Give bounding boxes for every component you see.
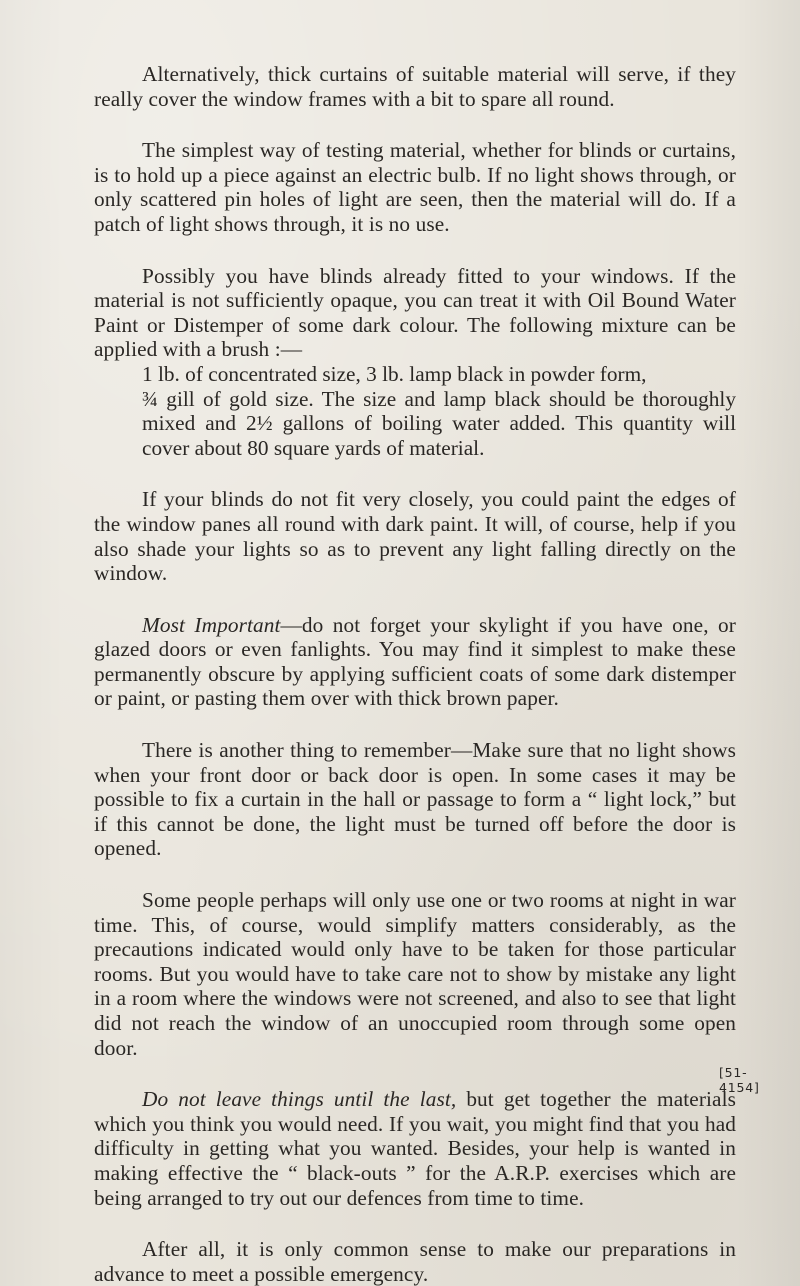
paragraph-curtains: Alternatively, thick curtains of suitable material will serve, if they really cover the window frames with a bit to spare all round. bbox=[94, 62, 736, 111]
document-page bbox=[94, 62, 760, 1286]
paragraph-do-not-leave bbox=[94, 1087, 736, 1210]
paragraph-skylight bbox=[94, 613, 736, 711]
printer-reference: [51-4154] bbox=[719, 1065, 760, 1095]
recipe-mixture bbox=[94, 362, 736, 460]
paragraph-paint-edges: If your blinds do not fit very closely, you could paint the edges of the window panes all round with dark paint. It will, of course, help if you also shade your lights so as to prevent any light falling directly on the window. bbox=[94, 487, 736, 586]
recipe-instructions: ¾ gill of gold size. The size and lamp black should be thoroughly mixed and 2½ gallons of boiling water added. This quantity will cover about 80 square yards of material. bbox=[142, 386, 736, 460]
emphasis-most-important: Most Important bbox=[142, 612, 281, 637]
recipe-line-size-lampblack: 1 lb. of concentrated size, 3 lb. lamp black in powder form, bbox=[142, 361, 647, 386]
paragraph-testing-material: The simplest way of testing material, whether for blinds or curtains, is to hold up a piece against an electric bulb. If no light shows through, or only scattered pin holes of light are seen, then the material will do. If a patch of light shows through, it is no use. bbox=[94, 138, 736, 236]
paragraph-common-sense: After all, it is only common sense to make our preparations in advance to meet a possible emergency. bbox=[94, 1237, 736, 1286]
paragraph-skylight-text: —do not forget your skylight if you have one, or glazed doors or even fanlights. You may find it simplest to make these permanently obscure by applying sufficient coats of some dark distemper or paint, or pasting them over with thick brown paper. bbox=[94, 612, 736, 711]
paragraph-do-not-leave-text: but get together the materials which you think you would need. If you wait, you might find that you had difficulty in getting what you wanted. Besides, your help is wanted in making effective the “ black-outs ” for the A.R.P. exercises which are being arranged to try out our defences from time to time. bbox=[94, 1087, 736, 1210]
paragraph-light-lock: There is another thing to remember—Make sure that no light shows when your front door or back door is open. In some cases it may be possible to fix a curtain in the hall or passage to form a “ light lock,” but if this cannot be done, the light must be turned off before the door is opened. bbox=[94, 738, 736, 861]
paragraph-blinds-treatment: Possibly you have blinds already fitted to your windows. If the material is not sufficiently opaque, you can treat it with Oil Bound Water Paint or Distemper of some dark colour. The following mixture can be applied with a brush :— bbox=[94, 263, 736, 362]
emphasis-do-not-leave: Do not leave things until the last, bbox=[142, 1087, 457, 1112]
paragraph-rooms-at-night: Some people perhaps will only use one or two rooms at night in war time. This, of course, would simplify matters considerably, as the precautions indicated would only have to be taken for those particular rooms. But you would have to take care not to show by mistake any light in a room where the windows were not screened, and also to see that light did not reach the window of an unoccupied room through some open door. bbox=[94, 888, 736, 1060]
